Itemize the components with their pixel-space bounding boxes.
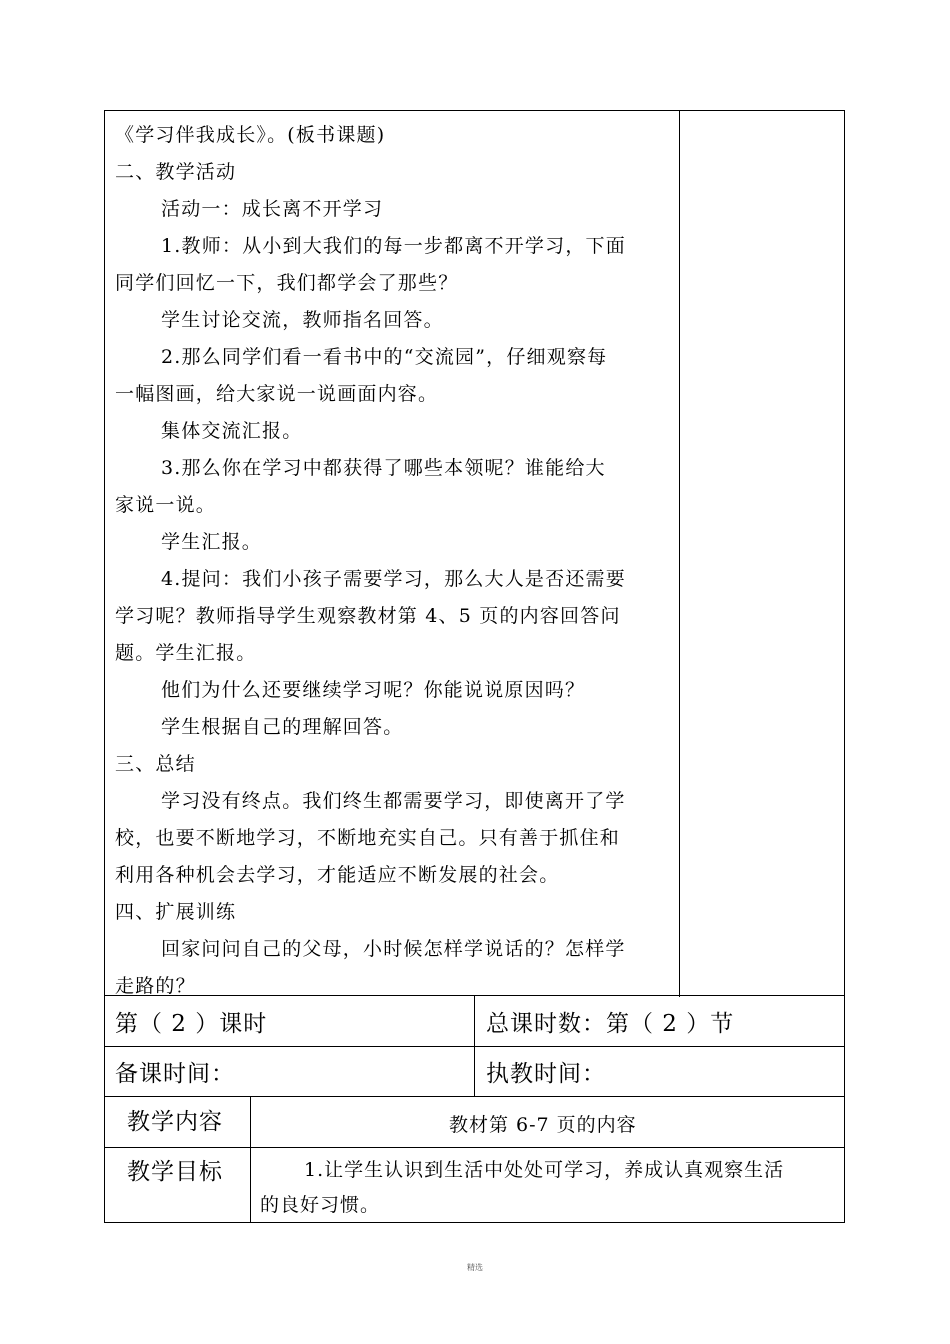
goal-line-1: 1.让学生认识到生活中处处可学习，养成认真观察生活 — [304, 1159, 785, 1181]
lesson-text-line: 学生汇报。 — [161, 531, 263, 553]
lesson-text-line: 同学们回忆一下，我们都学会了那些？ — [115, 272, 459, 294]
content-value: 教材第 6-7 页的内容 — [449, 1114, 637, 1136]
lesson-text-line: 2.那么同学们看一看书中的“交流园”，仔细观察每 — [161, 346, 608, 368]
lesson-text-line: 他们为什么还要继续学习呢？你能说说原因吗？ — [161, 679, 586, 701]
lesson-text-cell — [104, 110, 845, 996]
table-row-goals — [104, 1147, 845, 1223]
lesson-text-line: 四、扩展训练 — [115, 901, 237, 923]
table-row-lesson-period — [104, 995, 845, 1047]
lesson-period-text: 第（ 2 ）课时 — [115, 1011, 268, 1037]
lesson-text-line: 3.那么你在学习中都获得了哪些本领呢？谁能给大 — [161, 457, 606, 479]
lesson-text-line: 题。学生汇报。 — [115, 642, 257, 664]
lesson-text-line: 学生讨论交流，教师指名回答。 — [161, 309, 444, 331]
cell-divider — [474, 1047, 475, 1096]
lesson-text-line: 1.教师：从小到大我们的每一步都离不开学习，下面 — [161, 235, 626, 257]
lesson-text-line: 回家问问自己的父母，小时候怎样学说话的？怎样学 — [161, 938, 626, 960]
lesson-text-line: 一幅图画，给大家说一说画面内容。 — [115, 383, 439, 405]
lesson-text-line: 利用各种机会去学习，才能适应不断发展的社会。 — [115, 864, 560, 886]
teach-time-label: 执教时间： — [486, 1061, 606, 1087]
lesson-text-line: 4.提问：我们小孩子需要学习，那么大人是否还需要 — [161, 568, 626, 590]
lesson-text-line: 学生根据自己的理解回答。 — [161, 716, 404, 738]
cell-divider — [250, 1148, 251, 1222]
lesson-text-line: 三、总结 — [115, 753, 196, 775]
content-label: 教学内容 — [127, 1109, 223, 1135]
page-footer: 精选 — [467, 1263, 483, 1272]
cell-divider — [250, 1097, 251, 1147]
prep-time-label: 备课时间： — [115, 1061, 235, 1087]
cell-divider — [474, 996, 475, 1046]
lesson-text-line: 二、教学活动 — [115, 161, 237, 183]
table-row-times — [104, 1046, 845, 1097]
lesson-text-line: 《学习伴我成长》。(板书课题) — [115, 124, 386, 146]
lesson-text-line: 集体交流汇报。 — [161, 420, 303, 442]
goal-label: 教学目标 — [127, 1159, 223, 1185]
lesson-text-line: 校，也要不断地学习，不断地充实自己。只有善于抓住和 — [115, 827, 621, 849]
table-row-content — [104, 1096, 845, 1148]
column-divider — [679, 111, 680, 997]
lesson-text-column — [115, 117, 671, 1005]
lesson-text-line: 家说一说。 — [115, 494, 217, 516]
lesson-text-line: 活动一：成长离不开学习 — [161, 198, 384, 220]
goal-line-2: 的良好习惯。 — [260, 1194, 381, 1216]
lesson-text-line: 学习呢？教师指导学生观察教材第 4、5 页的内容回答问 — [115, 605, 621, 627]
total-periods-text: 总课时数：第（ 2 ）节 — [486, 1011, 735, 1037]
lesson-text-line: 学习没有终点。我们终生都需要学习，即使离开了学 — [161, 790, 626, 812]
lesson-text-line: 走路的？ — [115, 975, 196, 997]
